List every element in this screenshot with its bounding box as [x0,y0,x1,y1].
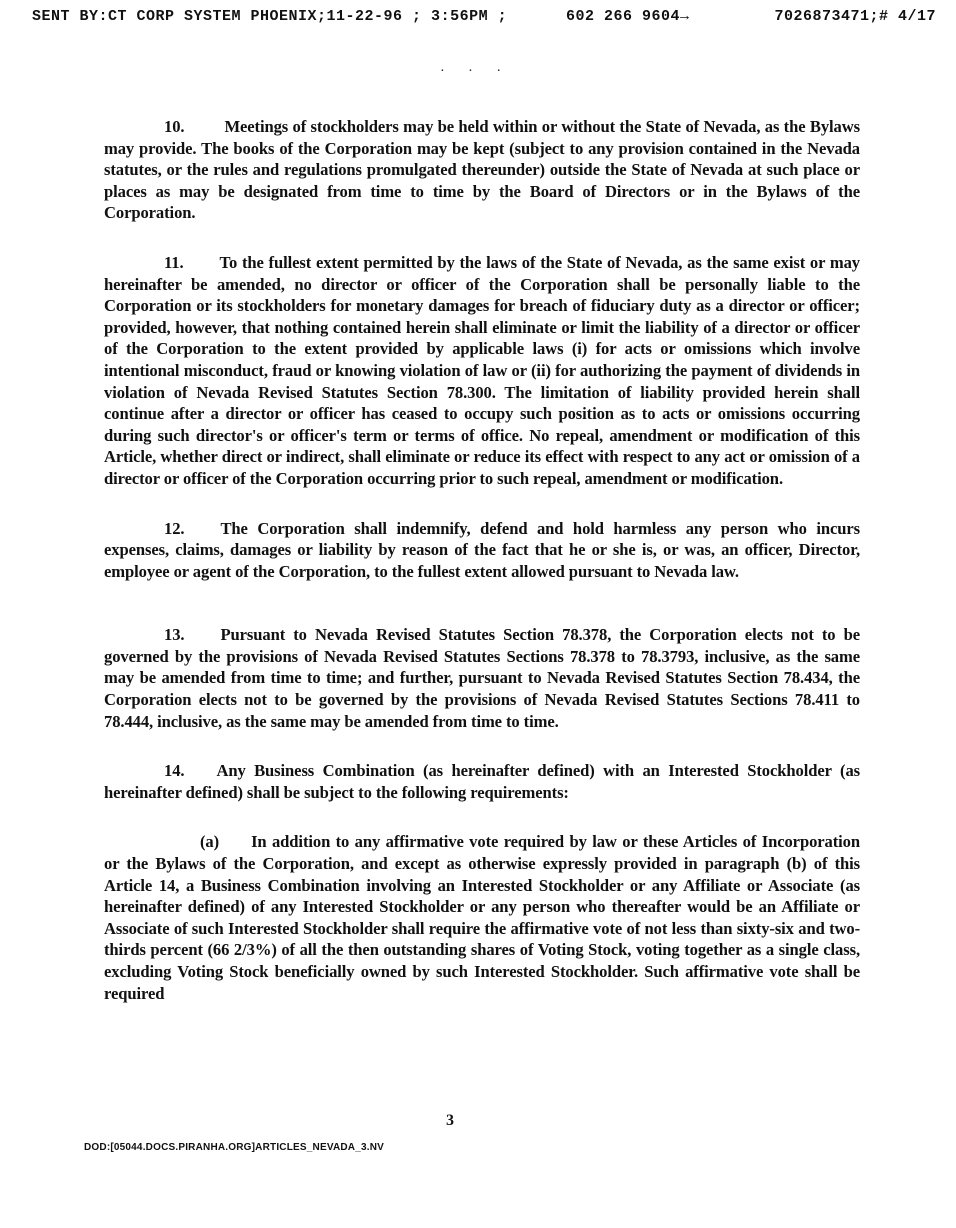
paragraph-text: The Corporation shall indemnify, defend and hold harmless any person who incurs expenses, claims, damages or liability by reason of the fact that he or she is, or was, an officer, Director, employee or agent of the Corporation, to the fullest extent allowed pursuant to Nevada law. [104,518,860,581]
fax-to-number-page: 7026873471;# 4/17 [774,8,936,25]
subparagraph-text: In addition to any affirmative vote required by law or these Articles of Incorporation or the Bylaws of the Corporation, and except as otherwise expressly provided in paragraph (b) of this Article 14, a Business Combination involving an Interested Stockholder or any Affiliate or Associate (as hereinafter defined) of any Interested Stockholder or any person who thereafter would be an Affiliate or Associate of such Interested Stockholder shall require the affirmative vote of not less than sixty-six and two-thirds percent (66 2/3%) of all the then outstanding shares of Voting Stock, voting together as a single class, excluding Voting Stock beneficially owned by such Interested Stockholder. Such affirmative vote shall be required [104,832,860,1003]
paragraph-14 [104,760,860,803]
document-id-footer: DOD:[05044.DOCS.PIRANHA.ORG]ARTICLES_NEVADA_3.NV [84,1142,385,1153]
paragraph-number: 11. [164,252,184,272]
paragraph-10 [104,116,860,224]
subparagraph-label: (a) [200,832,220,852]
fax-header [32,8,936,34]
page-number: 3 [446,1112,454,1129]
paragraph-12 [104,518,860,583]
paragraph-text: To the fullest extent permitted by the laws of the State of Nevada, as the same exist or may hereinafter be amended, no director or officer of the Corporation shall be personally liable to the Corporation or its stockholders for monetary damages for breach of fiduciary duty as a director or officer; provided, however, that nothing contained herein shall eliminate or limit the liability of a director or officer of the Corporation to the extent provided by applicable laws (i) for acts or omissions which involve intentional misconduct, fraud or knowing violation of law or (ii) for authorizing the payment of dividends in violation of Nevada Revised Statutes Section 78.300. The limitation of liability provided herein shall continue after a director or officer has ceased to occupy such position as to acts or omissions occurring during such director's or officer's term or terms of office. No repeal, amendment or modification of this Article, whether direct or indirect, shall eliminate or reduce its effect with respect to any act or omission of a director or officer of the Corporation occurring prior to such repeal, amendment or modification. [104,252,860,488]
paragraph-13 [104,624,860,732]
fax-from-number: 602 266 9604→ [566,8,690,25]
paragraph-text: Any Business Combination (as hereinafter defined) with an Interested Stockholder (as hereinafter defined) shall be subject to the following requirements: [104,761,860,802]
subparagraph-a [104,831,860,1004]
fax-sender-line: SENT BY:CT CORP SYSTEM PHOENIX;11-22-96 ; 3:56PM ; [32,8,508,25]
scan-specks: · · · [440,64,511,79]
paragraph-number: 13. [164,625,185,645]
paragraph-number: 14. [164,761,185,781]
paragraph-number: 10. [164,117,185,136]
paragraph-11 [104,252,860,490]
paragraph-number: 12. [164,518,185,538]
document-body [104,116,860,1032]
paragraph-text: Pursuant to Nevada Revised Statutes Section 78.378, the Corporation elects not to be governed by the provisions of Nevada Revised Statutes Sections 78.378 to 78.3793, inclusive, as the same may be amended from time to time; and further, pursuant to Nevada Revised Statutes Section 78.434, the Corporation elects not to be governed by the provisions of Nevada Revised Statutes Sections 78.411 to 78.444, inclusive, as the same may be amended from time to time. [104,625,860,731]
paragraph-text: Meetings of stockholders may be held within or without the State of Nevada, as the Bylaws may provide. The books of the Corporation may be kept (subject to any provision contained in the Nevada statutes, or the rules and regulations promulgated thereunder) outside the State of Nevada at such place or places as may be designated from time to time by the Board of Directors or in the Bylaws of the Corporation. [104,117,860,223]
